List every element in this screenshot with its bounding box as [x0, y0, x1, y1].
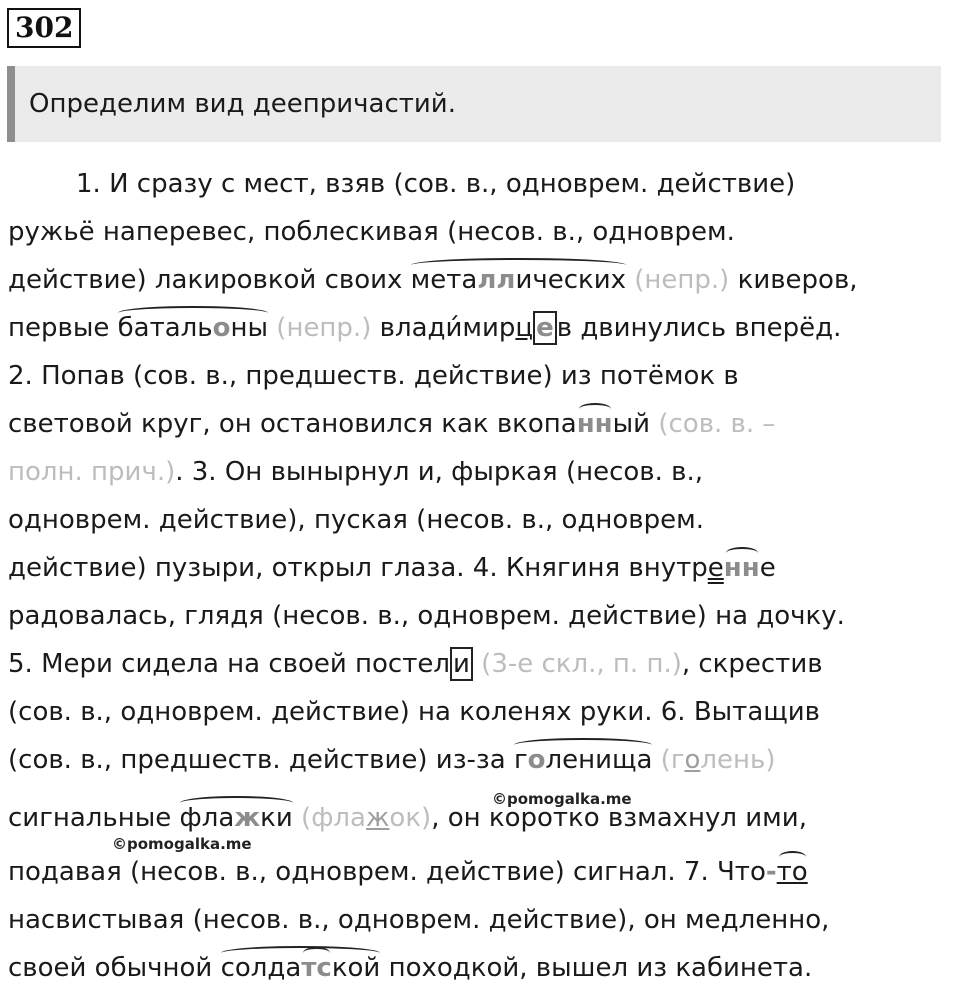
- text-segment: сигнальные: [8, 803, 180, 833]
- highlighted-letters: о: [212, 313, 231, 343]
- text-segment: . 3. Он вынырнул и, фыркая (несов. в.,: [175, 457, 703, 487]
- grey-highlighted-letter: ж: [365, 803, 390, 833]
- text-segment: двинулись вперёд.: [572, 313, 842, 343]
- text-line-10: радовалась, глядя (несов. в., одноврем. действие) на дочку.: [8, 601, 845, 631]
- word-part: ки: [260, 803, 293, 833]
- grey-note: (г: [652, 745, 685, 775]
- text-segment: , скрестив: [681, 649, 823, 679]
- text-segment: , он коротко взмахнул ими,: [431, 803, 807, 833]
- text-segment: киверов,: [729, 265, 858, 295]
- exercise-number: 302: [7, 8, 81, 48]
- text-segment: действие) лакировкой своих: [8, 265, 411, 295]
- text-line-15: [8, 854, 808, 890]
- text-line-13: [8, 742, 776, 778]
- text-line-1: 1. И сразу с мест, взяв (сов. в., одноврем. действие): [76, 169, 796, 199]
- text-line-12: (сов. в., одноврем. действие) на коленях руки. 6. Вытащив: [8, 697, 820, 727]
- task-banner: [7, 66, 941, 142]
- text-line-3: [8, 262, 858, 298]
- word-part: кой: [331, 953, 381, 983]
- watermark: ©pomogalka.me: [492, 790, 632, 808]
- watermark: ©pomogalka.me: [112, 835, 252, 853]
- text-line-16: насвистывая (несов. в., одноврем. действие), он медленно,: [8, 905, 830, 935]
- text-segment: своей обычной: [8, 953, 221, 983]
- text-line-5: 2. Попав (сов. в., предшеств. действие) из потёмок в: [8, 361, 739, 391]
- text-segment: 5. Мери сидела на своей постел: [8, 649, 450, 679]
- highlighted-letters: лл: [477, 265, 516, 295]
- grey-highlighted-letter: о: [684, 745, 701, 775]
- text-segment: световой круг, он остановился как вкопа: [8, 409, 577, 439]
- text-line-9: [8, 550, 776, 586]
- text-segment: походкой, вышел из кабинета.: [380, 953, 813, 983]
- word-with-arc: [118, 310, 268, 346]
- text-segment: действие) пузыри, открыл глаза. 4. Княгиня внутр: [8, 553, 708, 583]
- double-underlined-letter: е: [707, 553, 724, 583]
- grey-note: ок): [389, 803, 432, 833]
- task-title: Определим вид деепричастий.: [29, 89, 456, 119]
- suffix-cap: то: [777, 854, 808, 890]
- grey-note: (сов. в. –: [650, 409, 776, 439]
- highlighted-letters: ж: [234, 803, 261, 833]
- text-line-2: ружьё наперевес, поблескивая (несов. в., одноврем.: [8, 217, 735, 247]
- text-segment: (сов. в., предшеств. действие) из-за: [8, 745, 514, 775]
- underlined-letter: ц: [515, 313, 534, 343]
- highlighted-letters: тс: [301, 950, 331, 986]
- suffix-cap: нн: [577, 406, 613, 442]
- text-line-4: [8, 310, 841, 346]
- text-line-7: [8, 454, 703, 490]
- text-line-6: [8, 406, 775, 442]
- word-with-arc: [221, 950, 381, 986]
- text-line-17: [8, 950, 812, 986]
- grey-note: лень): [700, 745, 776, 775]
- word-part: ны: [230, 313, 269, 343]
- text-segment: влади́мир: [371, 313, 516, 343]
- ending-box: е: [533, 311, 557, 345]
- text-line-14: [8, 800, 807, 836]
- word-part: г: [513, 745, 528, 775]
- word-part: солда: [220, 953, 302, 983]
- text-segment: ый: [612, 409, 651, 439]
- word-with-arc: [411, 262, 626, 298]
- text-line-11: [8, 646, 823, 682]
- word-part: баталь: [117, 313, 213, 343]
- grey-note: (непр.): [268, 313, 372, 343]
- ending-box: и: [450, 647, 473, 681]
- text-segment: в: [556, 313, 573, 343]
- text-segment: первые: [8, 313, 118, 343]
- word-part: ленища: [545, 745, 653, 775]
- word-part: мета: [410, 265, 478, 295]
- grey-note: полн. прич.): [8, 457, 176, 487]
- grey-note: (3-е скл., п. п.): [472, 649, 682, 679]
- text-segment: е: [759, 553, 776, 583]
- text-line-8: одноврем. действие), пуская (несов. в., одноврем.: [8, 505, 704, 535]
- grey-note: (непр.): [626, 265, 730, 295]
- suffix-cap: нн: [724, 550, 760, 586]
- grey-note: (фла: [292, 803, 366, 833]
- word-part: фла: [179, 803, 235, 833]
- text-segment: подавая (несов. в., одноврем. действие) сигнал. 7. Что: [8, 857, 766, 887]
- word-with-arc: [514, 742, 652, 778]
- highlighted-letters: о: [527, 745, 546, 775]
- word-with-arc: [180, 800, 293, 836]
- hyphen-mark: -: [765, 857, 777, 887]
- word-part: ических: [515, 265, 627, 295]
